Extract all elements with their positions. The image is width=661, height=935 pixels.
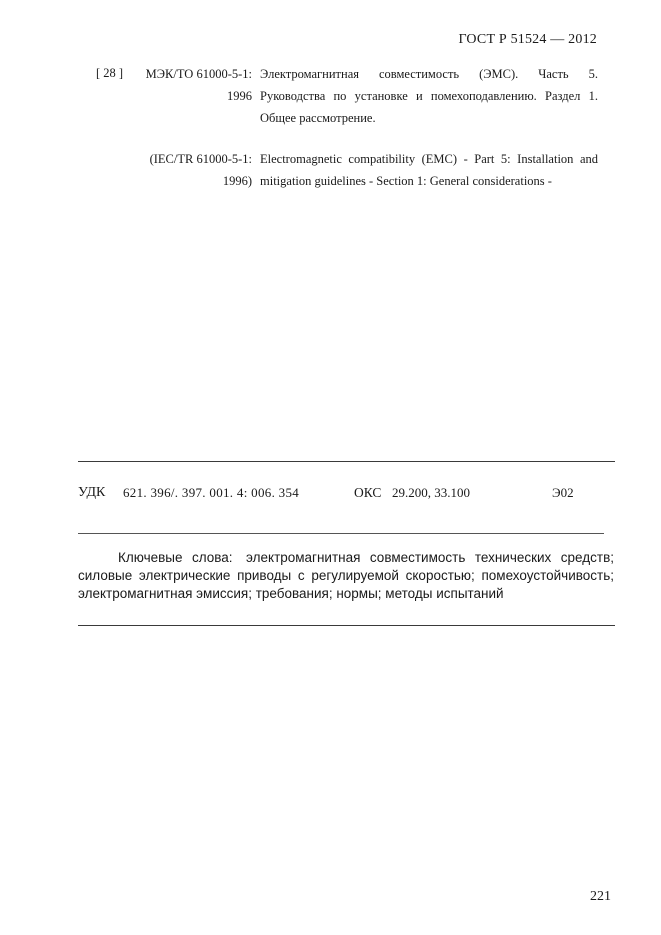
divider-bottom bbox=[78, 625, 615, 626]
page-header-standard: ГОСТ Р 51524 — 2012 bbox=[458, 32, 597, 47]
udk-value: 621. 396/. 397. 001. 4: 006. 354 bbox=[123, 485, 300, 500]
divider-top bbox=[78, 461, 615, 462]
keywords-paragraph bbox=[78, 549, 614, 603]
keywords-text: электромагнитная совместимость технических средств; силовые электрические приводы с регулируемой скоростью; помехоустойчивость; электромагнитная эмиссия; требования; нормы; методы испытаний bbox=[78, 550, 614, 601]
reference-code-international: (IEC/TR 61000-5-1: 1996) bbox=[149, 152, 252, 188]
classification-code: Э02 bbox=[552, 485, 574, 500]
reference-code: МЭК/ТО 61000-5-1: 1996 bbox=[145, 67, 252, 103]
udk-label: УДК bbox=[78, 485, 106, 500]
oks-value: 29.200, 33.100 bbox=[392, 485, 470, 500]
oks-label: ОКС bbox=[354, 485, 382, 500]
reference-description: Электромагнитная совместимость (ЭМС). Часть 5. Руководства по установке и помехоподавлению. Раздел 1. Общее рассмотрение. bbox=[260, 67, 598, 125]
reference-number: [ 28 ] bbox=[96, 66, 124, 80]
divider-middle bbox=[78, 533, 604, 534]
reference-description-english: Electromagnetic compatibility (EMC) - Part 5: Installation and mitigation guidelines - Section 1: General considerations - bbox=[260, 152, 598, 188]
keywords-label: Ключевые слова: bbox=[118, 550, 233, 565]
page-number: 221 bbox=[590, 889, 611, 904]
